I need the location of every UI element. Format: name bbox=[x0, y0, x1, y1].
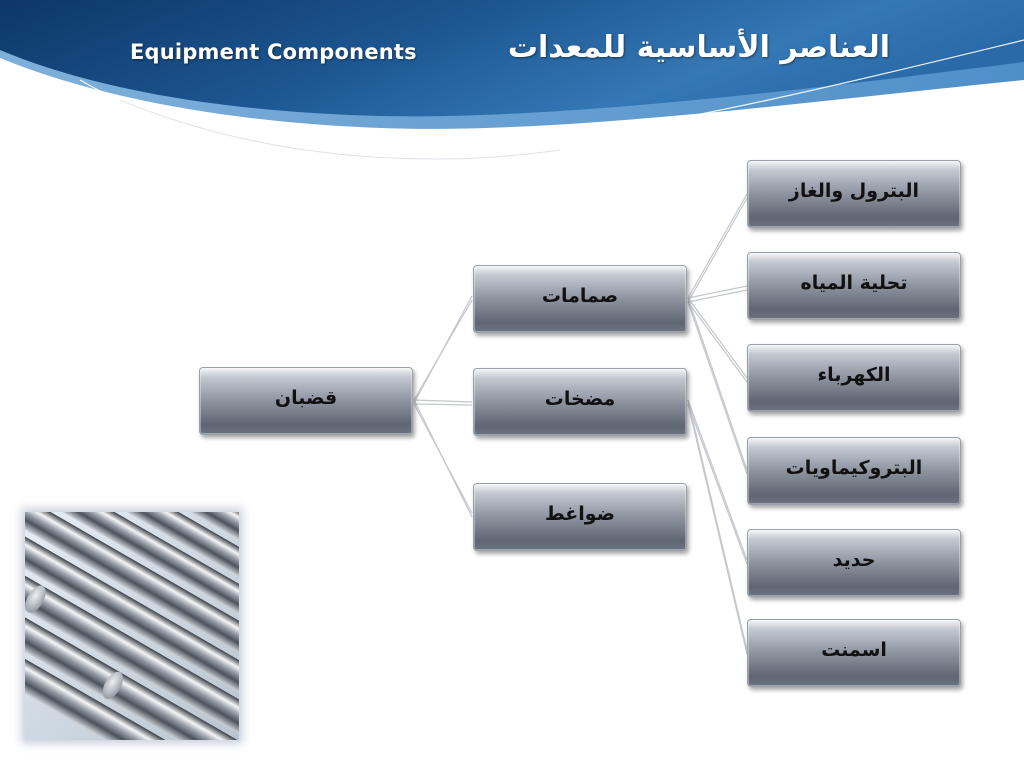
node-petrochemicals[interactable] bbox=[747, 437, 961, 505]
node-compressors-label: ضواغط bbox=[544, 503, 616, 525]
node-water-desalination-label: تحلية المياه bbox=[800, 272, 908, 294]
node-oil-gas-label: البترول والغاز bbox=[788, 180, 920, 202]
node-valves[interactable] bbox=[473, 265, 687, 333]
node-valves-label: صمامات bbox=[541, 285, 619, 307]
node-steel-label: حديد bbox=[832, 549, 876, 571]
node-electricity-label: الكهرباء bbox=[817, 364, 891, 386]
node-cement-label: اسمنت bbox=[821, 639, 887, 661]
node-pumps-label: مضخات bbox=[544, 388, 616, 410]
node-petrochemicals-label: البتروكيماويات bbox=[785, 457, 923, 479]
page-title-english: Equipment Components bbox=[130, 40, 417, 64]
node-cement[interactable] bbox=[747, 619, 961, 687]
steel-rods-image bbox=[25, 512, 239, 740]
node-water-desalination[interactable] bbox=[747, 252, 961, 320]
node-pumps[interactable] bbox=[473, 368, 687, 436]
node-electricity[interactable] bbox=[747, 344, 961, 412]
node-rods-label: قضبان bbox=[274, 387, 338, 409]
node-compressors[interactable] bbox=[473, 483, 687, 551]
node-steel[interactable] bbox=[747, 529, 961, 597]
node-oil-gas[interactable] bbox=[747, 160, 961, 228]
page-title-arabic: العناصر الأساسية للمعدات bbox=[507, 30, 890, 65]
node-rods[interactable] bbox=[199, 367, 413, 435]
